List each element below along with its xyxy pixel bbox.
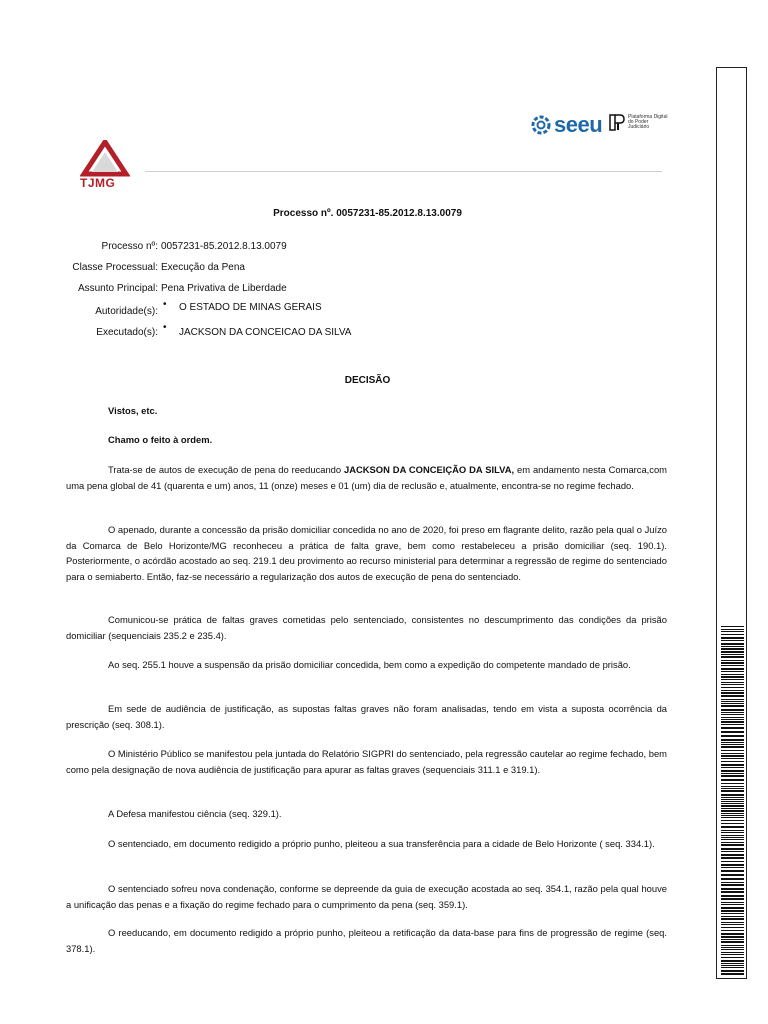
meta-assunto-label: Assunto Principal: — [77, 283, 158, 294]
meta-processo-value: 0057231-85.2012.8.13.0079 — [161, 241, 287, 252]
paragraph-4 — [66, 657, 667, 673]
paragraph-6-text: O Ministério Público se manifestou pela juntada do Relatório SIGPRI do sentenciado, pela regressão cautelar ao regime fechado, bem como pela designação de nova audiência de justificação para apurar as faltas graves (sequenciais 311.1 e 319.1). — [66, 748, 667, 775]
meta-classe-label: Classe Processual: — [72, 262, 158, 273]
paragraph-3 — [66, 612, 667, 643]
paragraph-8-text: O sentenciado, em documento redigido a próprio punho, pleiteou a sua transferência para a cidade de Belo Horizonte ( seq. 334.1). — [108, 838, 655, 849]
paragraph-9-text: O sentenciado sofreu nova condenação, conforme se depreende da guia de execução acostada ao seq. 354.1, razão pela qual houve a unificação das penas e a fixação do regime fechado para o cumprimento da pena (seq. 359.1). — [66, 883, 667, 910]
paragraph-2 — [66, 522, 667, 584]
section-title: DECISÃO — [344, 375, 391, 386]
seeu-logo — [531, 112, 602, 138]
paragraph-9 — [66, 881, 667, 912]
pdpj-logo — [609, 114, 668, 131]
meta-executado-row — [0, 322, 500, 341]
meta-classe-value: Execução da Pena — [161, 262, 245, 273]
meta-autoridade-row — [0, 299, 500, 318]
defendant-name: JACKSON DA CONCEIÇÃO DA SILVA, — [344, 464, 515, 475]
paragraph-vistos — [66, 403, 667, 419]
meta-assunto-value: Pena Privativa de Liberdade — [161, 283, 287, 294]
paragraph-vistos-text: Vistos, etc. — [108, 405, 158, 416]
paragraph-8 — [66, 836, 667, 852]
bullet-icon: • — [163, 322, 167, 333]
paragraph-2-text: O apenado, durante a concessão da prisão domiciliar concedida no ano de 2020, foi preso em flagrante delito, razão pela qual o Juízo da Comarca de Belo Horizonte/MG reconheceu a prática de falta grave, bem como restabeleceu a prisão domiciliar (seq. 190.1). Posteriormente, o acórdão acostado ao seq. 219.1 deu provimento ao recurso ministerial para determinar a regressão de regime do sentenciado para o semiaberto. Então, faz-se necessário a regularização dos autos de execução de pena do sentenciado. — [66, 524, 667, 582]
paragraph-1-text-a: Trata-se de autos de execução de pena do reeducando — [108, 464, 345, 475]
header-divider — [145, 171, 662, 172]
meta-autoridade-label: Autoridade(s): — [95, 306, 158, 317]
paragraph-6 — [66, 746, 667, 777]
paragraph-1 — [66, 462, 667, 493]
pdpj-emblem-icon — [609, 114, 625, 131]
paragraph-chamo — [66, 432, 667, 448]
paragraph-5 — [66, 701, 667, 732]
paragraph-7-text: A Defesa manifestou ciência (seq. 329.1). — [108, 808, 282, 819]
meta-autoridade-value: O ESTADO DE MINAS GERAIS — [179, 302, 322, 313]
barcode-icon — [721, 626, 744, 976]
bullet-icon: • — [163, 299, 167, 310]
paragraph-7 — [66, 806, 667, 822]
seeu-wordmark: seeu — [554, 112, 603, 137]
meta-processo-label: Processo nº: — [101, 241, 158, 252]
barcode-frame — [716, 67, 747, 979]
meta-executado-value: JACKSON DA CONCEICAO DA SILVA — [179, 327, 352, 338]
seeu-gear-icon — [531, 115, 551, 135]
meta-executado-label: Executado(s): — [96, 327, 158, 338]
process-title: Processo nº. 0057231-85.2012.8.13.0079 — [273, 208, 462, 219]
paragraph-chamo-text: Chamo o feito à ordem. — [108, 434, 213, 445]
paragraph-5-text: Em sede de audiência de justificação, as supostas faltas graves não foram analisadas, tendo em vista a suposta ocorrência da prescrição (seq. 308.1). — [66, 703, 667, 730]
tjmg-wordmark: TJMG — [80, 176, 116, 190]
paragraph-10-text: O reeducando, em documento redigido a próprio punho, pleiteou a retificação da data-base para fins de progressão de regime (seq. 378.1). — [66, 927, 667, 954]
pdpj-wordmark: Plataforma Digital do Poder Judiciário — [628, 114, 668, 130]
paragraph-3-text: Comunicou-se prática de faltas graves cometidas pelo sentenciado, consistentes no descumprimento das condições da prisão domiciliar (sequenciais 235.2 e 235.4). — [66, 614, 667, 641]
paragraph-1-text-b: em andamento nesta Comarca,com uma pena global de 41 (quarenta e um) anos, 11 (onze) meses e 01 (um) dia de reclusão e, atualmente, encontra-se no regime fechado. — [66, 464, 667, 491]
paragraph-10 — [66, 925, 667, 956]
paragraph-4-text: Ao seq. 255.1 houve a suspensão da prisão domiciliar concedida, bem como a expedição do competente mandado de prisão. — [108, 659, 631, 670]
